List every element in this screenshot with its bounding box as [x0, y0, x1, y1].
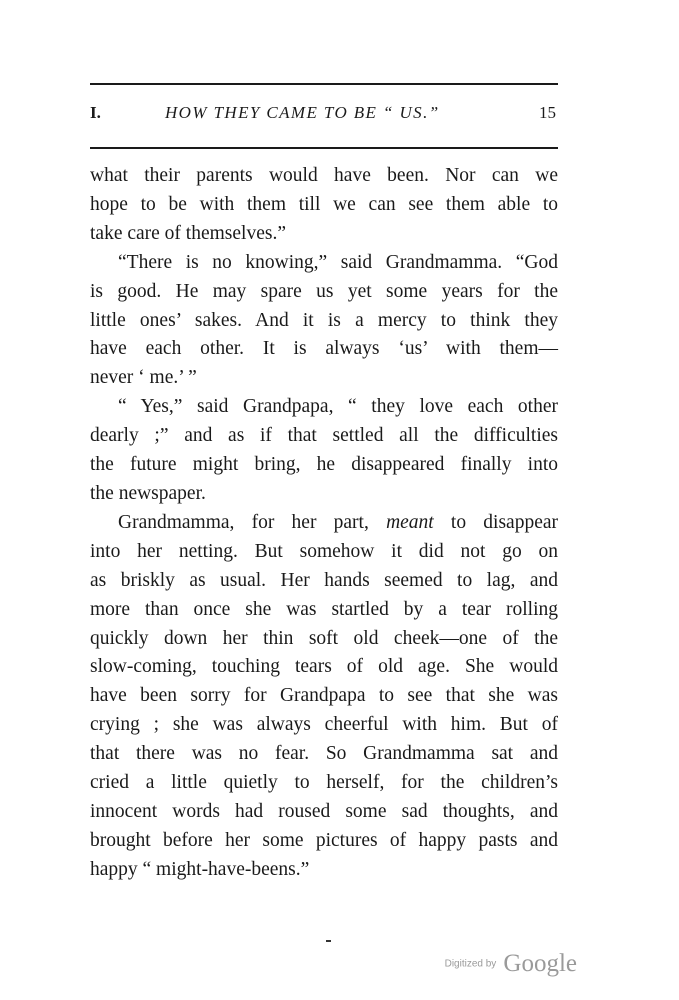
- text-line: hope to be with them till we can see them able to: [90, 193, 558, 215]
- emphasis-text: meant: [386, 511, 434, 533]
- running-header: [90, 103, 558, 129]
- running-title: HOW THEY CAME TO BE “ US.”: [165, 103, 440, 122]
- google-logo: Google: [503, 950, 577, 977]
- text-line: the newspaper.: [90, 482, 206, 504]
- signature-mark: [326, 940, 331, 942]
- page-body: [90, 162, 558, 885]
- text-line: into her netting. But somehow it did not go on: [90, 540, 558, 562]
- text-line: innocent words had roused some sad thoughts, and: [90, 800, 558, 822]
- text-line: quickly down her thin soft old cheek—one of the: [90, 627, 558, 649]
- text-line: take care of themselves.”: [90, 222, 286, 244]
- text-line: that there was no fear. So Grandmamma sat and: [90, 743, 558, 765]
- text-segment: Grandmamma, for her part,: [118, 511, 369, 533]
- text-line: as briskly as usual. Her hands seemed to lag, and: [90, 569, 558, 591]
- text-line: happy “ might-have-beens.”: [90, 858, 310, 880]
- text-segment: to disappear: [450, 511, 559, 533]
- text-line: [90, 509, 558, 538]
- text-line: what their parents would have been. Nor can we: [90, 165, 558, 186]
- text-line: brought before her some pictures of happy pasts and: [90, 829, 558, 851]
- text-line: the future might bring, he disappeared finally into: [90, 454, 558, 476]
- text-line: never ‘ me.’ ”: [90, 367, 197, 389]
- text-line: is good. He may spare us yet some years for the: [90, 280, 558, 302]
- text-line: little ones’ sakes. And it is a mercy to think they: [90, 309, 558, 331]
- header-bottom-rule: [90, 147, 558, 149]
- watermark-prefix: Digitized by: [444, 958, 497, 970]
- text-line: “There is no knowing,” said Grandmamma. “God: [118, 251, 558, 273]
- text-line: more than once she was startled by a tear rolling: [90, 598, 558, 620]
- text-line: have each other. It is always ‘us’ with them—: [90, 338, 558, 360]
- chapter-number: I.: [90, 103, 101, 122]
- text-line: dearly ;” and as if that settled all the difficulties: [90, 425, 558, 447]
- header-top-rule: [90, 83, 558, 85]
- digitized-watermark: [445, 950, 577, 978]
- text-line: have been sorry for Grandpapa to see that she was: [90, 685, 558, 707]
- text-line: cried a little quietly to herself, for the children’s: [90, 772, 558, 794]
- text-line: slow-coming, touching tears of old age. She would: [90, 656, 558, 678]
- text-line: crying ; she was always cheerful with him. But of: [90, 714, 558, 736]
- text-line: “ Yes,” said Grandpapa, “ they love each other: [118, 396, 558, 418]
- page-number: 15: [539, 103, 556, 122]
